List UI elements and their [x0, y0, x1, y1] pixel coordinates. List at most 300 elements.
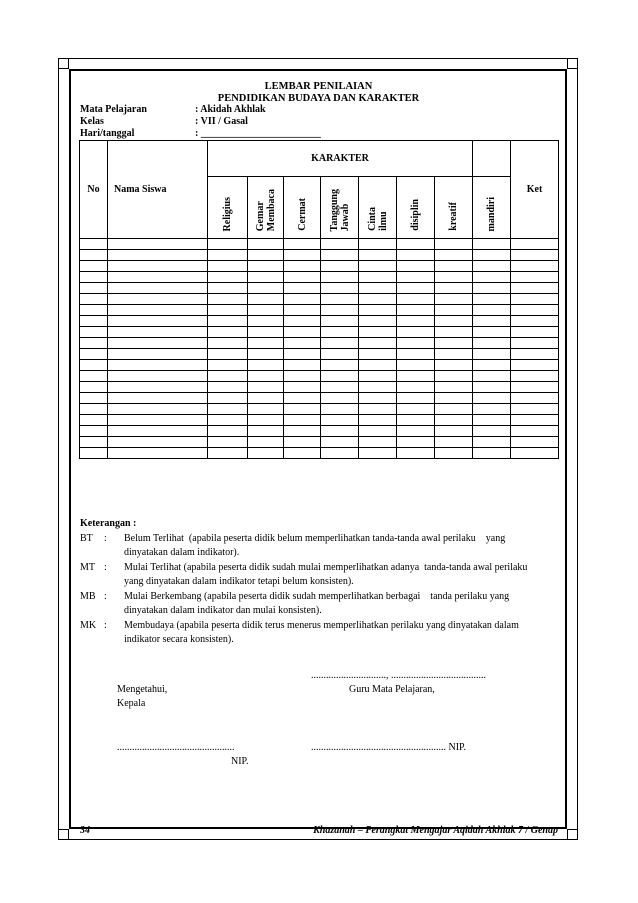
table-row — [80, 360, 559, 371]
table-cell[interactable] — [208, 283, 248, 294]
table-cell[interactable] — [248, 294, 284, 305]
table-cell[interactable] — [435, 349, 473, 360]
table-cell[interactable] — [80, 404, 108, 415]
table-cell[interactable] — [473, 371, 511, 382]
table-cell[interactable] — [284, 360, 321, 371]
table-cell[interactable] — [208, 371, 248, 382]
table-cell[interactable] — [284, 349, 321, 360]
character-label: mandiri — [486, 196, 498, 231]
table-cell[interactable] — [284, 283, 321, 294]
table-cell[interactable] — [284, 426, 321, 437]
table-cell[interactable] — [248, 382, 284, 393]
table-cell[interactable] — [511, 316, 559, 327]
table-cell[interactable] — [248, 316, 284, 327]
table-cell[interactable] — [321, 272, 359, 283]
table-cell[interactable] — [359, 437, 397, 448]
table-cell[interactable] — [248, 404, 284, 415]
table-cell[interactable] — [473, 437, 511, 448]
table-cell[interactable] — [359, 371, 397, 382]
table-cell[interactable] — [80, 415, 108, 426]
table-cell[interactable] — [511, 283, 559, 294]
table-cell[interactable] — [359, 393, 397, 404]
table-cell[interactable] — [473, 250, 511, 261]
table-cell[interactable] — [80, 437, 108, 448]
table-cell[interactable] — [321, 338, 359, 349]
table-row — [80, 437, 559, 448]
table-cell[interactable] — [321, 349, 359, 360]
character-label: Gemar Membaca — [254, 188, 277, 231]
table-row — [80, 426, 559, 437]
table-cell[interactable] — [359, 327, 397, 338]
table-cell[interactable] — [208, 360, 248, 371]
frame-corner-bottom-left — [58, 829, 69, 840]
table-cell[interactable] — [80, 360, 108, 371]
table-cell[interactable] — [248, 250, 284, 261]
table-cell[interactable] — [108, 371, 208, 382]
table-cell[interactable] — [248, 437, 284, 448]
table-cell[interactable] — [80, 382, 108, 393]
table-cell[interactable] — [511, 305, 559, 316]
table-cell[interactable] — [321, 250, 359, 261]
note-separator: : — [104, 620, 107, 631]
table-cell[interactable] — [359, 316, 397, 327]
table-cell[interactable] — [248, 371, 284, 382]
table-cell[interactable] — [321, 415, 359, 426]
table-row — [80, 283, 559, 294]
table-cell[interactable] — [284, 382, 321, 393]
book-title: Khazanah – Perangkat Mengajar Aqidah Akhlak 7 / Genap — [313, 825, 558, 836]
table-row — [80, 415, 559, 426]
table-cell[interactable] — [435, 437, 473, 448]
table-cell[interactable] — [321, 426, 359, 437]
table-cell[interactable] — [397, 305, 435, 316]
table-cell[interactable] — [435, 338, 473, 349]
table-cell[interactable] — [359, 448, 397, 459]
table-cell[interactable] — [473, 393, 511, 404]
class-value: : VII / Gasal — [195, 116, 248, 127]
table-cell[interactable] — [359, 272, 397, 283]
table-cell[interactable] — [359, 261, 397, 272]
column-header-ket: Ket — [511, 141, 559, 239]
table-cell[interactable] — [473, 272, 511, 283]
note-text: Mulai Terlihat (apabila peserta didik sudah mulai memperlihatkan adanya tanda-tanda awal perilaku — [124, 562, 528, 573]
table-cell[interactable] — [208, 437, 248, 448]
note-text-continued: dinyatakan dalam indikator dan mulai konsisten). — [124, 605, 322, 616]
table-cell[interactable] — [284, 393, 321, 404]
note-separator: : — [104, 533, 107, 544]
principal-nip-label: NIP. — [231, 756, 249, 767]
table-cell[interactable] — [359, 338, 397, 349]
note-text: Mulai Berkembang (apabila peserta didik sudah memperlihatkan berbagai tanda perilaku yang — [124, 591, 510, 602]
table-cell[interactable] — [511, 415, 559, 426]
table-cell[interactable] — [473, 360, 511, 371]
table-cell[interactable] — [435, 272, 473, 283]
table-cell[interactable] — [473, 327, 511, 338]
table-cell[interactable] — [473, 305, 511, 316]
table-cell[interactable] — [473, 283, 511, 294]
table-cell[interactable] — [321, 239, 359, 250]
table-cell[interactable] — [321, 382, 359, 393]
table-cell[interactable] — [208, 261, 248, 272]
table-cell[interactable] — [108, 305, 208, 316]
table-cell[interactable] — [80, 250, 108, 261]
table-row — [80, 404, 559, 415]
table-cell[interactable] — [80, 426, 108, 437]
table-cell[interactable] — [511, 393, 559, 404]
table-cell[interactable] — [248, 393, 284, 404]
table-cell[interactable] — [397, 239, 435, 250]
table-cell[interactable] — [397, 283, 435, 294]
character-label: Tanggung Jawab — [328, 188, 351, 231]
table-row — [80, 250, 559, 261]
table-row — [80, 349, 559, 360]
character-header — [321, 177, 359, 239]
table-row — [80, 316, 559, 327]
table-cell[interactable] — [435, 360, 473, 371]
table-cell[interactable] — [511, 250, 559, 261]
table-cell[interactable] — [108, 327, 208, 338]
karakter-extra-header — [473, 141, 511, 177]
table-cell[interactable] — [397, 382, 435, 393]
table-cell[interactable] — [208, 250, 248, 261]
table-cell[interactable] — [473, 426, 511, 437]
note-code: MT — [80, 562, 95, 573]
table-cell[interactable] — [397, 316, 435, 327]
table-cell[interactable] — [248, 305, 284, 316]
date-label: Hari/tanggal — [80, 128, 135, 139]
table-cell[interactable] — [511, 327, 559, 338]
table-row — [80, 393, 559, 404]
table-cell[interactable] — [108, 294, 208, 305]
table-cell[interactable] — [208, 316, 248, 327]
table-cell[interactable] — [321, 371, 359, 382]
table-cell[interactable] — [435, 261, 473, 272]
table-cell[interactable] — [208, 305, 248, 316]
note-code: MB — [80, 591, 96, 602]
table-cell[interactable] — [435, 283, 473, 294]
table-cell[interactable] — [284, 239, 321, 250]
character-header — [473, 177, 511, 239]
table-cell[interactable] — [397, 415, 435, 426]
table-row — [80, 338, 559, 349]
table-cell[interactable] — [108, 349, 208, 360]
table-cell[interactable] — [80, 294, 108, 305]
table-cell[interactable] — [435, 404, 473, 415]
table-cell[interactable] — [284, 371, 321, 382]
table-cell[interactable] — [321, 283, 359, 294]
table-cell[interactable] — [108, 272, 208, 283]
table-cell[interactable] — [208, 349, 248, 360]
table-cell[interactable] — [284, 294, 321, 305]
frame-corner-bottom-right — [567, 829, 578, 840]
table-cell[interactable] — [359, 283, 397, 294]
table-cell[interactable] — [321, 327, 359, 338]
subject-value: : Akidah Akhlak — [195, 104, 266, 115]
principal-label: Kepala — [117, 698, 146, 709]
table-cell[interactable] — [397, 349, 435, 360]
table-cell[interactable] — [208, 415, 248, 426]
table-cell[interactable] — [108, 283, 208, 294]
table-cell[interactable] — [397, 371, 435, 382]
table-cell[interactable] — [108, 261, 208, 272]
form-title: LEMBAR PENILAIAN — [264, 81, 373, 92]
table-cell[interactable] — [248, 426, 284, 437]
table-cell[interactable] — [284, 316, 321, 327]
character-label: disiplin — [410, 199, 421, 231]
table-cell[interactable] — [435, 382, 473, 393]
column-header-name: Nama Siswa — [108, 141, 208, 239]
table-cell[interactable] — [284, 338, 321, 349]
table-cell[interactable] — [435, 250, 473, 261]
frame-corner-top-right — [567, 58, 578, 69]
table-cell[interactable] — [511, 371, 559, 382]
note-separator: : — [104, 591, 107, 602]
table-row — [80, 327, 559, 338]
table-cell[interactable] — [284, 437, 321, 448]
table-cell[interactable] — [108, 448, 208, 459]
form-subtitle: PENDIDIKAN BUDAYA DAN KARAKTER — [217, 93, 420, 104]
table-cell[interactable] — [321, 448, 359, 459]
table-cell[interactable] — [397, 294, 435, 305]
table-cell[interactable] — [511, 349, 559, 360]
table-cell[interactable] — [511, 272, 559, 283]
character-label: kreatif — [448, 202, 460, 231]
character-header — [359, 177, 397, 239]
table-cell[interactable] — [321, 360, 359, 371]
page-number: 34 — [80, 825, 90, 836]
table-cell[interactable] — [473, 316, 511, 327]
place-date-line: .............................., ...................................... — [311, 670, 486, 681]
assessment-table — [79, 140, 559, 459]
table-cell[interactable] — [248, 239, 284, 250]
character-label: Cermat — [296, 198, 308, 231]
table-cell[interactable] — [108, 338, 208, 349]
note-text: Membudaya (apabila peserta didik terus menerus memperlihatkan perilaku yang dinyatakan dalam — [124, 620, 519, 631]
table-cell[interactable] — [359, 426, 397, 437]
table-cell[interactable] — [248, 272, 284, 283]
table-cell[interactable] — [435, 426, 473, 437]
principal-signature-line: ............................................... — [117, 742, 235, 753]
note-code: MK — [80, 620, 97, 631]
table-row — [80, 239, 559, 250]
table-row — [80, 371, 559, 382]
table-cell[interactable] — [80, 448, 108, 459]
table-cell[interactable] — [208, 338, 248, 349]
table-cell[interactable] — [208, 294, 248, 305]
table-cell[interactable] — [473, 448, 511, 459]
table-cell[interactable] — [321, 316, 359, 327]
table-cell[interactable] — [80, 349, 108, 360]
table-cell[interactable] — [397, 327, 435, 338]
table-cell[interactable] — [511, 239, 559, 250]
table-cell[interactable] — [208, 393, 248, 404]
table-cell[interactable] — [511, 382, 559, 393]
table-cell[interactable] — [359, 360, 397, 371]
table-cell[interactable] — [248, 349, 284, 360]
table-cell[interactable] — [359, 415, 397, 426]
note-text: Belum Terlihat (apabila peserta didik belum memperlihatkan tanda-tanda awal perilaku yang — [124, 533, 506, 544]
table-cell[interactable] — [284, 250, 321, 261]
table-cell[interactable] — [359, 305, 397, 316]
table-cell[interactable] — [80, 239, 108, 250]
teacher-label: Guru Mata Pelajaran, — [349, 684, 435, 695]
table-cell[interactable] — [208, 272, 248, 283]
table-cell[interactable] — [397, 437, 435, 448]
table-cell[interactable] — [511, 294, 559, 305]
table-cell[interactable] — [80, 371, 108, 382]
note-text-continued: indikator secara konsisten). — [124, 634, 234, 645]
table-cell[interactable] — [108, 316, 208, 327]
table-cell[interactable] — [511, 437, 559, 448]
table-cell[interactable] — [108, 415, 208, 426]
table-cell[interactable] — [80, 261, 108, 272]
subject-label: Mata Pelajaran — [80, 104, 147, 115]
table-cell[interactable] — [359, 250, 397, 261]
table-cell[interactable] — [108, 250, 208, 261]
table-cell[interactable] — [511, 448, 559, 459]
teacher-signature-line: ...................................................... NIP. — [311, 742, 467, 753]
table-cell[interactable] — [397, 393, 435, 404]
table-cell[interactable] — [473, 382, 511, 393]
table-cell[interactable] — [248, 338, 284, 349]
table-cell[interactable] — [248, 283, 284, 294]
date-value: : ________________________ — [195, 128, 321, 139]
note-code: BT — [80, 533, 93, 544]
table-cell[interactable] — [511, 338, 559, 349]
table-cell[interactable] — [435, 448, 473, 459]
table-cell[interactable] — [511, 261, 559, 272]
note-text-continued: dinyatakan dalam indikator). — [124, 547, 240, 558]
table-cell[interactable] — [321, 294, 359, 305]
table-cell[interactable] — [284, 415, 321, 426]
table-cell[interactable] — [108, 437, 208, 448]
table-cell[interactable] — [208, 382, 248, 393]
table-cell[interactable] — [321, 261, 359, 272]
table-cell[interactable] — [511, 360, 559, 371]
table-cell[interactable] — [208, 448, 248, 459]
frame-corner-top-left — [58, 58, 69, 69]
table-row — [80, 261, 559, 272]
note-separator: : — [104, 562, 107, 573]
table-cell[interactable] — [208, 239, 248, 250]
table-row — [80, 272, 559, 283]
table-cell[interactable] — [397, 272, 435, 283]
character-label: Religius — [222, 196, 233, 231]
table-cell[interactable] — [473, 239, 511, 250]
table-cell[interactable] — [284, 261, 321, 272]
note-text-continued: yang dinyatakan dalam indikator tetapi belum konsisten). — [124, 576, 354, 587]
table-cell[interactable] — [473, 338, 511, 349]
table-cell[interactable] — [397, 250, 435, 261]
character-header — [248, 177, 284, 239]
table-cell[interactable] — [511, 404, 559, 415]
character-label: Cinta ilmu — [366, 207, 389, 231]
table-cell[interactable] — [321, 305, 359, 316]
table-cell[interactable] — [248, 327, 284, 338]
karakter-group-header: KARAKTER — [208, 141, 473, 177]
table-cell[interactable] — [108, 239, 208, 250]
table-cell[interactable] — [435, 294, 473, 305]
table-cell[interactable] — [435, 393, 473, 404]
table-cell[interactable] — [284, 305, 321, 316]
table-cell[interactable] — [248, 261, 284, 272]
table-cell[interactable] — [321, 393, 359, 404]
table-cell[interactable] — [108, 426, 208, 437]
table-cell[interactable] — [435, 316, 473, 327]
table-cell[interactable] — [108, 393, 208, 404]
table-cell[interactable] — [359, 382, 397, 393]
table-cell[interactable] — [397, 404, 435, 415]
table-cell[interactable] — [208, 404, 248, 415]
table-cell[interactable] — [359, 404, 397, 415]
table-cell[interactable] — [80, 338, 108, 349]
table-cell[interactable] — [80, 283, 108, 294]
table-cell[interactable] — [284, 448, 321, 459]
table-cell[interactable] — [108, 404, 208, 415]
table-cell[interactable] — [248, 448, 284, 459]
table-cell[interactable] — [473, 261, 511, 272]
character-header — [284, 177, 321, 239]
table-cell[interactable] — [397, 426, 435, 437]
table-cell[interactable] — [435, 327, 473, 338]
character-header — [208, 177, 248, 239]
table-cell[interactable] — [284, 272, 321, 283]
table-row — [80, 448, 559, 459]
table-cell[interactable] — [248, 415, 284, 426]
table-cell[interactable] — [435, 239, 473, 250]
acknowledged-label: Mengetahui, — [117, 684, 168, 695]
table-cell[interactable] — [435, 415, 473, 426]
table-row — [80, 294, 559, 305]
table-cell[interactable] — [397, 261, 435, 272]
table-cell[interactable] — [80, 327, 108, 338]
table-row — [80, 305, 559, 316]
table-cell[interactable] — [284, 327, 321, 338]
table-cell[interactable] — [473, 294, 511, 305]
class-label: Kelas — [80, 116, 104, 127]
column-header-no: No — [80, 141, 108, 239]
table-cell[interactable] — [397, 360, 435, 371]
table-cell[interactable] — [359, 349, 397, 360]
table-cell[interactable] — [435, 371, 473, 382]
table-cell[interactable] — [80, 272, 108, 283]
table-cell[interactable] — [397, 448, 435, 459]
table-cell[interactable] — [80, 393, 108, 404]
table-cell[interactable] — [321, 404, 359, 415]
character-header — [397, 177, 435, 239]
table-cell[interactable] — [108, 382, 208, 393]
table-row — [80, 382, 559, 393]
table-cell[interactable] — [208, 426, 248, 437]
table-cell[interactable] — [284, 404, 321, 415]
table-cell[interactable] — [208, 327, 248, 338]
table-cell[interactable] — [80, 316, 108, 327]
table-cell[interactable] — [473, 415, 511, 426]
table-cell[interactable] — [248, 360, 284, 371]
table-cell[interactable] — [435, 305, 473, 316]
character-header — [435, 177, 473, 239]
table-cell[interactable] — [321, 437, 359, 448]
table-cell[interactable] — [80, 305, 108, 316]
table-cell[interactable] — [359, 239, 397, 250]
table-cell[interactable] — [359, 294, 397, 305]
table-cell[interactable] — [511, 426, 559, 437]
notes-heading: Keterangan : — [80, 518, 137, 529]
table-cell[interactable] — [473, 404, 511, 415]
table-cell[interactable] — [397, 338, 435, 349]
table-cell[interactable] — [473, 349, 511, 360]
table-cell[interactable] — [108, 360, 208, 371]
